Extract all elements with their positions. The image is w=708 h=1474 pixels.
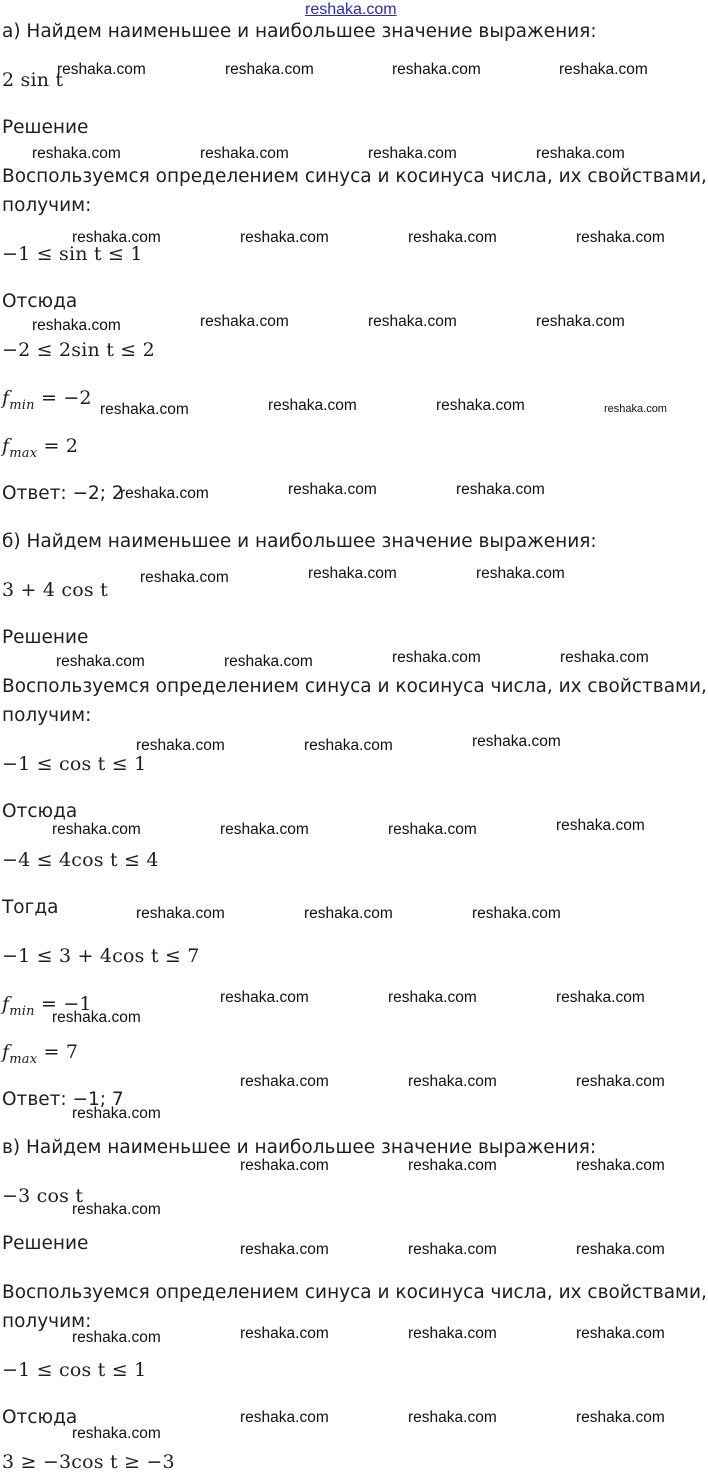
- f-symbol: f: [2, 1041, 10, 1063]
- watermark: reshaka.com: [268, 397, 357, 414]
- watermark: reshaka.com: [476, 565, 565, 582]
- watermark: reshaka.com: [576, 229, 665, 246]
- section-a-heading: а) Найдем наименьшее и наибольшее значение выражения:: [2, 21, 597, 42]
- watermark: reshaka.com: [56, 653, 145, 670]
- section-b-expression: 3 + 4 cos t: [2, 579, 108, 601]
- max-subscript: max: [9, 1052, 38, 1067]
- watermark: reshaka.com: [120, 485, 209, 502]
- section-b-ineq2: −4 ≤ 4cos t ≤ 4: [2, 849, 159, 871]
- watermark: reshaka.com: [472, 733, 561, 750]
- section-c-intro-line2: получим:: [2, 1311, 92, 1332]
- section-c-solution-label: Решение: [2, 1233, 89, 1254]
- section-c-intro-line1: Воспользуемся определением синуса и косинуса числа, их свойствами,: [2, 1282, 707, 1303]
- watermark: reshaka.com: [72, 1425, 161, 1442]
- watermark: reshaka.com: [392, 61, 481, 78]
- watermark: reshaka.com: [200, 313, 289, 330]
- watermark: reshaka.com: [240, 1325, 329, 1342]
- section-a-intro-line1: Воспользуемся определением синуса и косинуса числа, их свойствами,: [2, 166, 707, 187]
- watermark: reshaka.com: [536, 313, 625, 330]
- watermark: reshaka.com: [536, 145, 625, 162]
- watermark: reshaka.com: [576, 1073, 665, 1090]
- f-symbol: f: [2, 387, 10, 409]
- section-c-ineq1: −1 ≤ cos t ≤ 1: [2, 1359, 147, 1381]
- watermark: reshaka.com: [456, 481, 545, 498]
- watermark: reshaka.com: [408, 1157, 497, 1174]
- watermark: reshaka.com: [32, 317, 121, 334]
- watermark: reshaka.com: [472, 905, 561, 922]
- section-c-heading: в) Найдем наименьшее и наибольшее значение выражения:: [2, 1137, 597, 1158]
- section-b-answer: Ответ: −1; 7: [2, 1089, 124, 1110]
- watermark: reshaka.com: [240, 1241, 329, 1258]
- section-a-answer: Ответ: −2; 2: [2, 483, 124, 504]
- site-watermark-link[interactable]: reshaka.com: [305, 1, 397, 18]
- watermark: reshaka.com: [408, 1409, 497, 1426]
- section-a-ineq1: −1 ≤ sin t ≤ 1: [2, 243, 143, 265]
- section-b-intro-line2: получим:: [2, 705, 92, 726]
- watermark: reshaka.com: [240, 1157, 329, 1174]
- min-subscript: min: [9, 1004, 35, 1019]
- section-a-intro-line2: получим:: [2, 195, 92, 216]
- section-b-fmax-value: = 7: [43, 1041, 79, 1063]
- watermark: reshaka.com: [136, 737, 225, 754]
- watermark: reshaka.com: [52, 1009, 141, 1026]
- watermark: reshaka.com: [556, 989, 645, 1006]
- watermark: reshaka.com: [368, 313, 457, 330]
- watermark: reshaka.com: [220, 821, 309, 838]
- watermark: reshaka.com: [304, 905, 393, 922]
- watermark: reshaka.com: [240, 229, 329, 246]
- section-b-ineq1: −1 ≤ cos t ≤ 1: [2, 753, 147, 775]
- watermark: reshaka.com: [72, 1201, 161, 1218]
- section-b-heading: б) Найдем наименьшее и наибольшее значение выражения:: [2, 531, 597, 552]
- watermark: reshaka.com: [368, 145, 457, 162]
- watermark: reshaka.com: [408, 1073, 497, 1090]
- watermark: reshaka.com: [288, 481, 377, 498]
- watermark: reshaka.com: [72, 1329, 161, 1346]
- watermark: reshaka.com: [408, 1325, 497, 1342]
- section-b-intro-line1: Воспользуемся определением синуса и косинуса числа, их свойствами,: [2, 676, 707, 697]
- watermark: reshaka.com: [140, 569, 229, 586]
- watermark: reshaka.com: [100, 401, 189, 418]
- watermark: reshaka.com: [559, 61, 648, 78]
- watermark: reshaka.com: [240, 1073, 329, 1090]
- watermark: reshaka.com: [388, 821, 477, 838]
- watermark: reshaka.com: [136, 905, 225, 922]
- watermark: reshaka.com: [200, 145, 289, 162]
- f-symbol: f: [2, 435, 10, 457]
- section-a-fmax-value: = 2: [43, 435, 79, 457]
- section-a-hence: Отсюда: [2, 291, 78, 312]
- watermark: reshaka.com: [304, 737, 393, 754]
- watermark: reshaka.com: [560, 649, 649, 666]
- watermark: reshaka.com: [308, 565, 397, 582]
- watermark: reshaka.com: [220, 989, 309, 1006]
- watermark: reshaka.com: [388, 989, 477, 1006]
- watermark: reshaka.com: [240, 1409, 329, 1426]
- watermark: reshaka.com: [57, 61, 146, 78]
- watermark: reshaka.com: [576, 1325, 665, 1342]
- watermark: reshaka.com: [392, 649, 481, 666]
- watermark: reshaka.com: [576, 1409, 665, 1426]
- section-a-ineq2: −2 ≤ 2sin t ≤ 2: [2, 339, 155, 361]
- watermark: reshaka.com: [576, 1157, 665, 1174]
- section-b-ineq3: −1 ≤ 3 + 4cos t ≤ 7: [2, 945, 200, 967]
- watermark: reshaka.com: [72, 1105, 161, 1122]
- section-b-then: Тогда: [2, 897, 59, 918]
- watermark: reshaka.com: [408, 229, 497, 246]
- min-subscript: min: [9, 398, 35, 413]
- max-subscript: max: [9, 446, 38, 461]
- watermark: reshaka.com: [436, 397, 525, 414]
- section-c-ineq2: 3 ≥ −3cos t ≥ −3: [2, 1451, 175, 1473]
- watermark: reshaka.com: [224, 653, 313, 670]
- section-b-fmin-value: = −1: [40, 993, 92, 1015]
- f-symbol: f: [2, 993, 10, 1015]
- section-b-solution-label: Решение: [2, 627, 89, 648]
- watermark: reshaka.com: [576, 1241, 665, 1258]
- watermark: reshaka.com: [604, 403, 667, 415]
- section-a-expression: 2 sin t: [2, 69, 64, 91]
- section-a-fmin-value: = −2: [40, 387, 92, 409]
- watermark: reshaka.com: [72, 229, 161, 246]
- watermark: reshaka.com: [556, 817, 645, 834]
- section-a-solution-label: Решение: [2, 117, 89, 138]
- watermark: reshaka.com: [225, 61, 314, 78]
- watermark: reshaka.com: [52, 821, 141, 838]
- section-b-hence: Отсюда: [2, 801, 78, 822]
- watermark: reshaka.com: [408, 1241, 497, 1258]
- section-b-fmax: [2, 1040, 78, 1072]
- section-a-fmax: [2, 434, 78, 466]
- section-a-fmin: [2, 386, 92, 418]
- watermark: reshaka.com: [32, 145, 121, 162]
- section-c-expression: −3 cos t: [2, 1185, 84, 1207]
- section-c-hence: Отсюда: [2, 1407, 78, 1428]
